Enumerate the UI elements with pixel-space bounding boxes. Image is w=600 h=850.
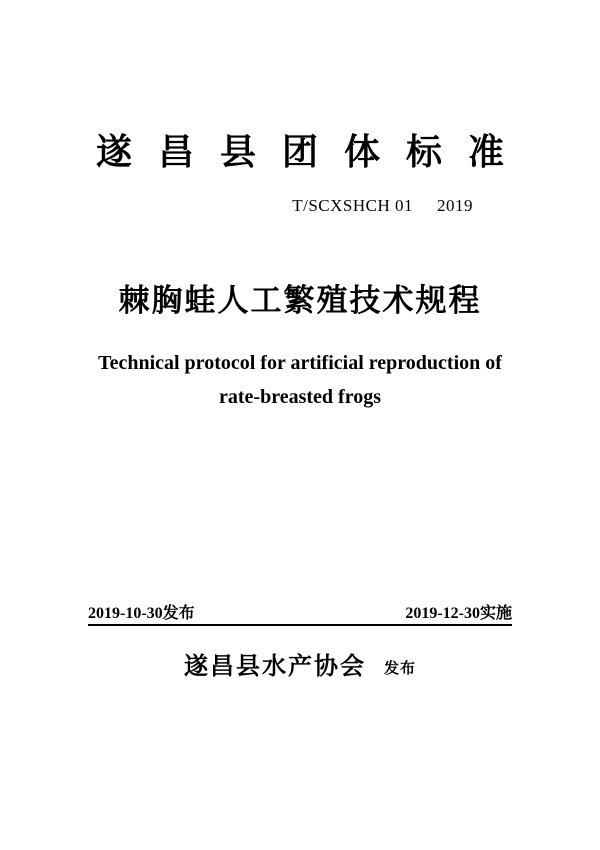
document-title-english (0, 346, 600, 414)
dates-row (88, 604, 512, 624)
horizontal-rule (88, 624, 512, 626)
issue-date: 2019-10-30发布 (88, 605, 195, 622)
standard-code (292, 196, 473, 216)
standard-code-number: T/SCXSHCH 01 (292, 196, 413, 215)
standard-org-title-text: 遂昌县团体标准 (95, 131, 530, 172)
publisher-name: 遂昌县水产协会 (183, 653, 366, 680)
english-title-line1: Technical protocol for artificial reproduction of (98, 352, 502, 374)
implementation-date: 2019-12-30实施 (405, 605, 512, 622)
publish-label: 发布 (383, 660, 416, 677)
document-title: 棘胸蛙人工繁殖技术规程 (118, 283, 482, 318)
standard-code-year: 2019 (437, 196, 473, 215)
standard-org-title (0, 132, 600, 172)
english-title-line2: rate-breasted frogs (219, 386, 381, 408)
publisher-row (0, 652, 600, 682)
